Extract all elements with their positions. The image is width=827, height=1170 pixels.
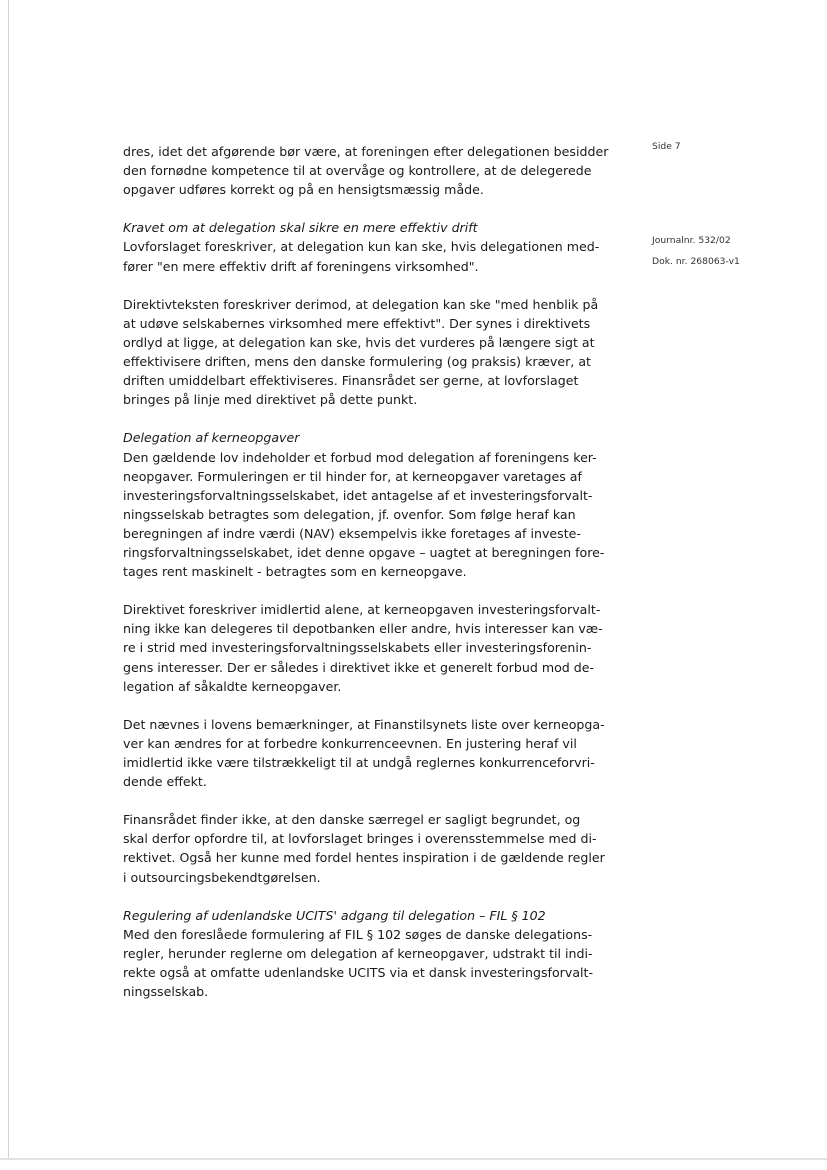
paragraph — [123, 600, 613, 695]
text-line: Det nævnes i lovens bemærkninger, at Finanstilsynets liste over kerneopga- — [123, 716, 605, 732]
section-heading: Regulering af udenlandske UCITS' adgang til delegation – FIL § 102 — [123, 907, 546, 923]
text-line: ningsselskab betragtes som delegation, jf. ovenfor. Som følge heraf kan — [123, 506, 576, 522]
section-core-tasks — [123, 428, 613, 581]
text-line: opgaver udføres korrekt og på en hensigtsmæssig måde. — [123, 182, 484, 198]
text-line: imidlertid ikke være tilstrækkeligt til at undgå reglernes konkurrenceforvri- — [123, 755, 595, 770]
paragraph-continuation — [123, 142, 613, 199]
document-body — [123, 142, 613, 1020]
text-line: i outsourcingsbekendtgørelsen. — [123, 869, 321, 885]
text-line: ning ikke kan delegeres til depotbanken eller andre, hvis interesser kan væ- — [123, 621, 603, 637]
section-effective-operation — [123, 218, 613, 275]
paragraph — [123, 715, 613, 791]
text-line: Lovforslaget foreskriver, at delegation kun kan ske, hvis delegationen med- — [123, 239, 600, 255]
text-line: regler, herunder reglerne om delegation af kerneopgaver, udstrakt til indi- — [123, 945, 593, 961]
text-line: ningsselskab. — [123, 984, 209, 1000]
text-line: fører "en mere effektiv drift af foreningens virksomhed". — [123, 258, 479, 274]
text-line: at udøve selskabernes virksomhed mere effektivt". Der synes i direktivets — [123, 315, 591, 331]
text-line: rekte også at omfatte udenlandske UCITS via et dansk investeringsforvalt- — [123, 965, 594, 981]
paragraph — [123, 295, 613, 410]
text-line: effektivisere driften, mens den danske formulering (og praksis) kræver, at — [123, 354, 591, 370]
paragraph — [123, 810, 613, 886]
text-line: dres, idet det afgørende bør være, at foreningen efter delegationen besidder — [123, 144, 609, 159]
text-line: beregningen af indre værdi (NAV) eksempelvis ikke foretages af investe- — [123, 525, 581, 541]
text-line: ver kan ændres for at forbedre konkurrenceevnen. En justering heraf vil — [123, 735, 577, 751]
section-foreign-ucits — [123, 906, 613, 1001]
paragraph — [123, 237, 613, 275]
text-line: Med den foreslåede formulering af FIL § 102 søges de danske delegations- — [123, 926, 593, 942]
text-line: Direktivet foreskriver imidlertid alene, at kerneopgaven investeringsforvalt- — [123, 602, 601, 618]
page-bottom-edge — [0, 1158, 827, 1160]
text-line: bringes på linje med direktivet på dette punkt. — [123, 392, 418, 408]
text-line: ordlyd at ligge, at delegation kan ske, hvis det vurderes på længere sigt at — [123, 334, 595, 350]
section-heading: Kravet om at delegation skal sikre en mere effektiv drift — [123, 220, 478, 236]
journal-number: Journalnr. 532/02 — [652, 235, 731, 246]
page-left-edge — [8, 0, 9, 1160]
text-line: Finansrådet finder ikke, at den danske særregel er sagligt begrundet, og — [123, 812, 581, 828]
text-line: ringsforvaltningsselskabet, idet denne opgave – uagtet at beregningen fore- — [123, 544, 605, 560]
text-line: rektivet. Også her kunne med fordel hentes inspiration i de gældende regler — [123, 850, 605, 866]
text-line: skal derfor opfordre til, at lovforslaget bringes i overensstemmelse med di- — [123, 831, 597, 847]
text-line: investeringsforvaltningsselskabet, idet antagelse af et investeringsforvalt- — [123, 487, 593, 503]
text-line: Den gældende lov indeholder et forbud mod delegation af foreningens ker- — [123, 449, 597, 465]
text-line: Direktivteksten foreskriver derimod, at delegation kan ske "med henblik på — [123, 296, 599, 312]
text-line: neopgaver. Formuleringen er til hinder for, at kerneopgaver varetages af — [123, 468, 582, 484]
text-line: den fornødne kompetence til at overvåge og kontrollere, at de delegerede — [123, 163, 592, 179]
paragraph — [123, 925, 613, 1001]
paragraph — [123, 448, 613, 582]
text-line: tages rent maskinelt - betragtes som en kerneopgave. — [123, 564, 467, 580]
document-number: Dok. nr. 268063-v1 — [652, 256, 740, 267]
text-line: driften umiddelbart effektiviseres. Finansrådet ser gerne, at lovforslaget — [123, 373, 579, 389]
text-line: dende effekt. — [123, 774, 207, 790]
text-line: legation af såkaldte kerneopgaver. — [123, 678, 342, 694]
text-line: gens interesser. Der er således i direktivet ikke et generelt forbud mod de- — [123, 659, 595, 675]
text-line: re i strid med investeringsforvaltningsselskabets eller investeringsforenin- — [123, 640, 592, 656]
page-number: Side 7 — [652, 141, 681, 152]
section-heading: Delegation af kerneopgaver — [123, 430, 300, 446]
